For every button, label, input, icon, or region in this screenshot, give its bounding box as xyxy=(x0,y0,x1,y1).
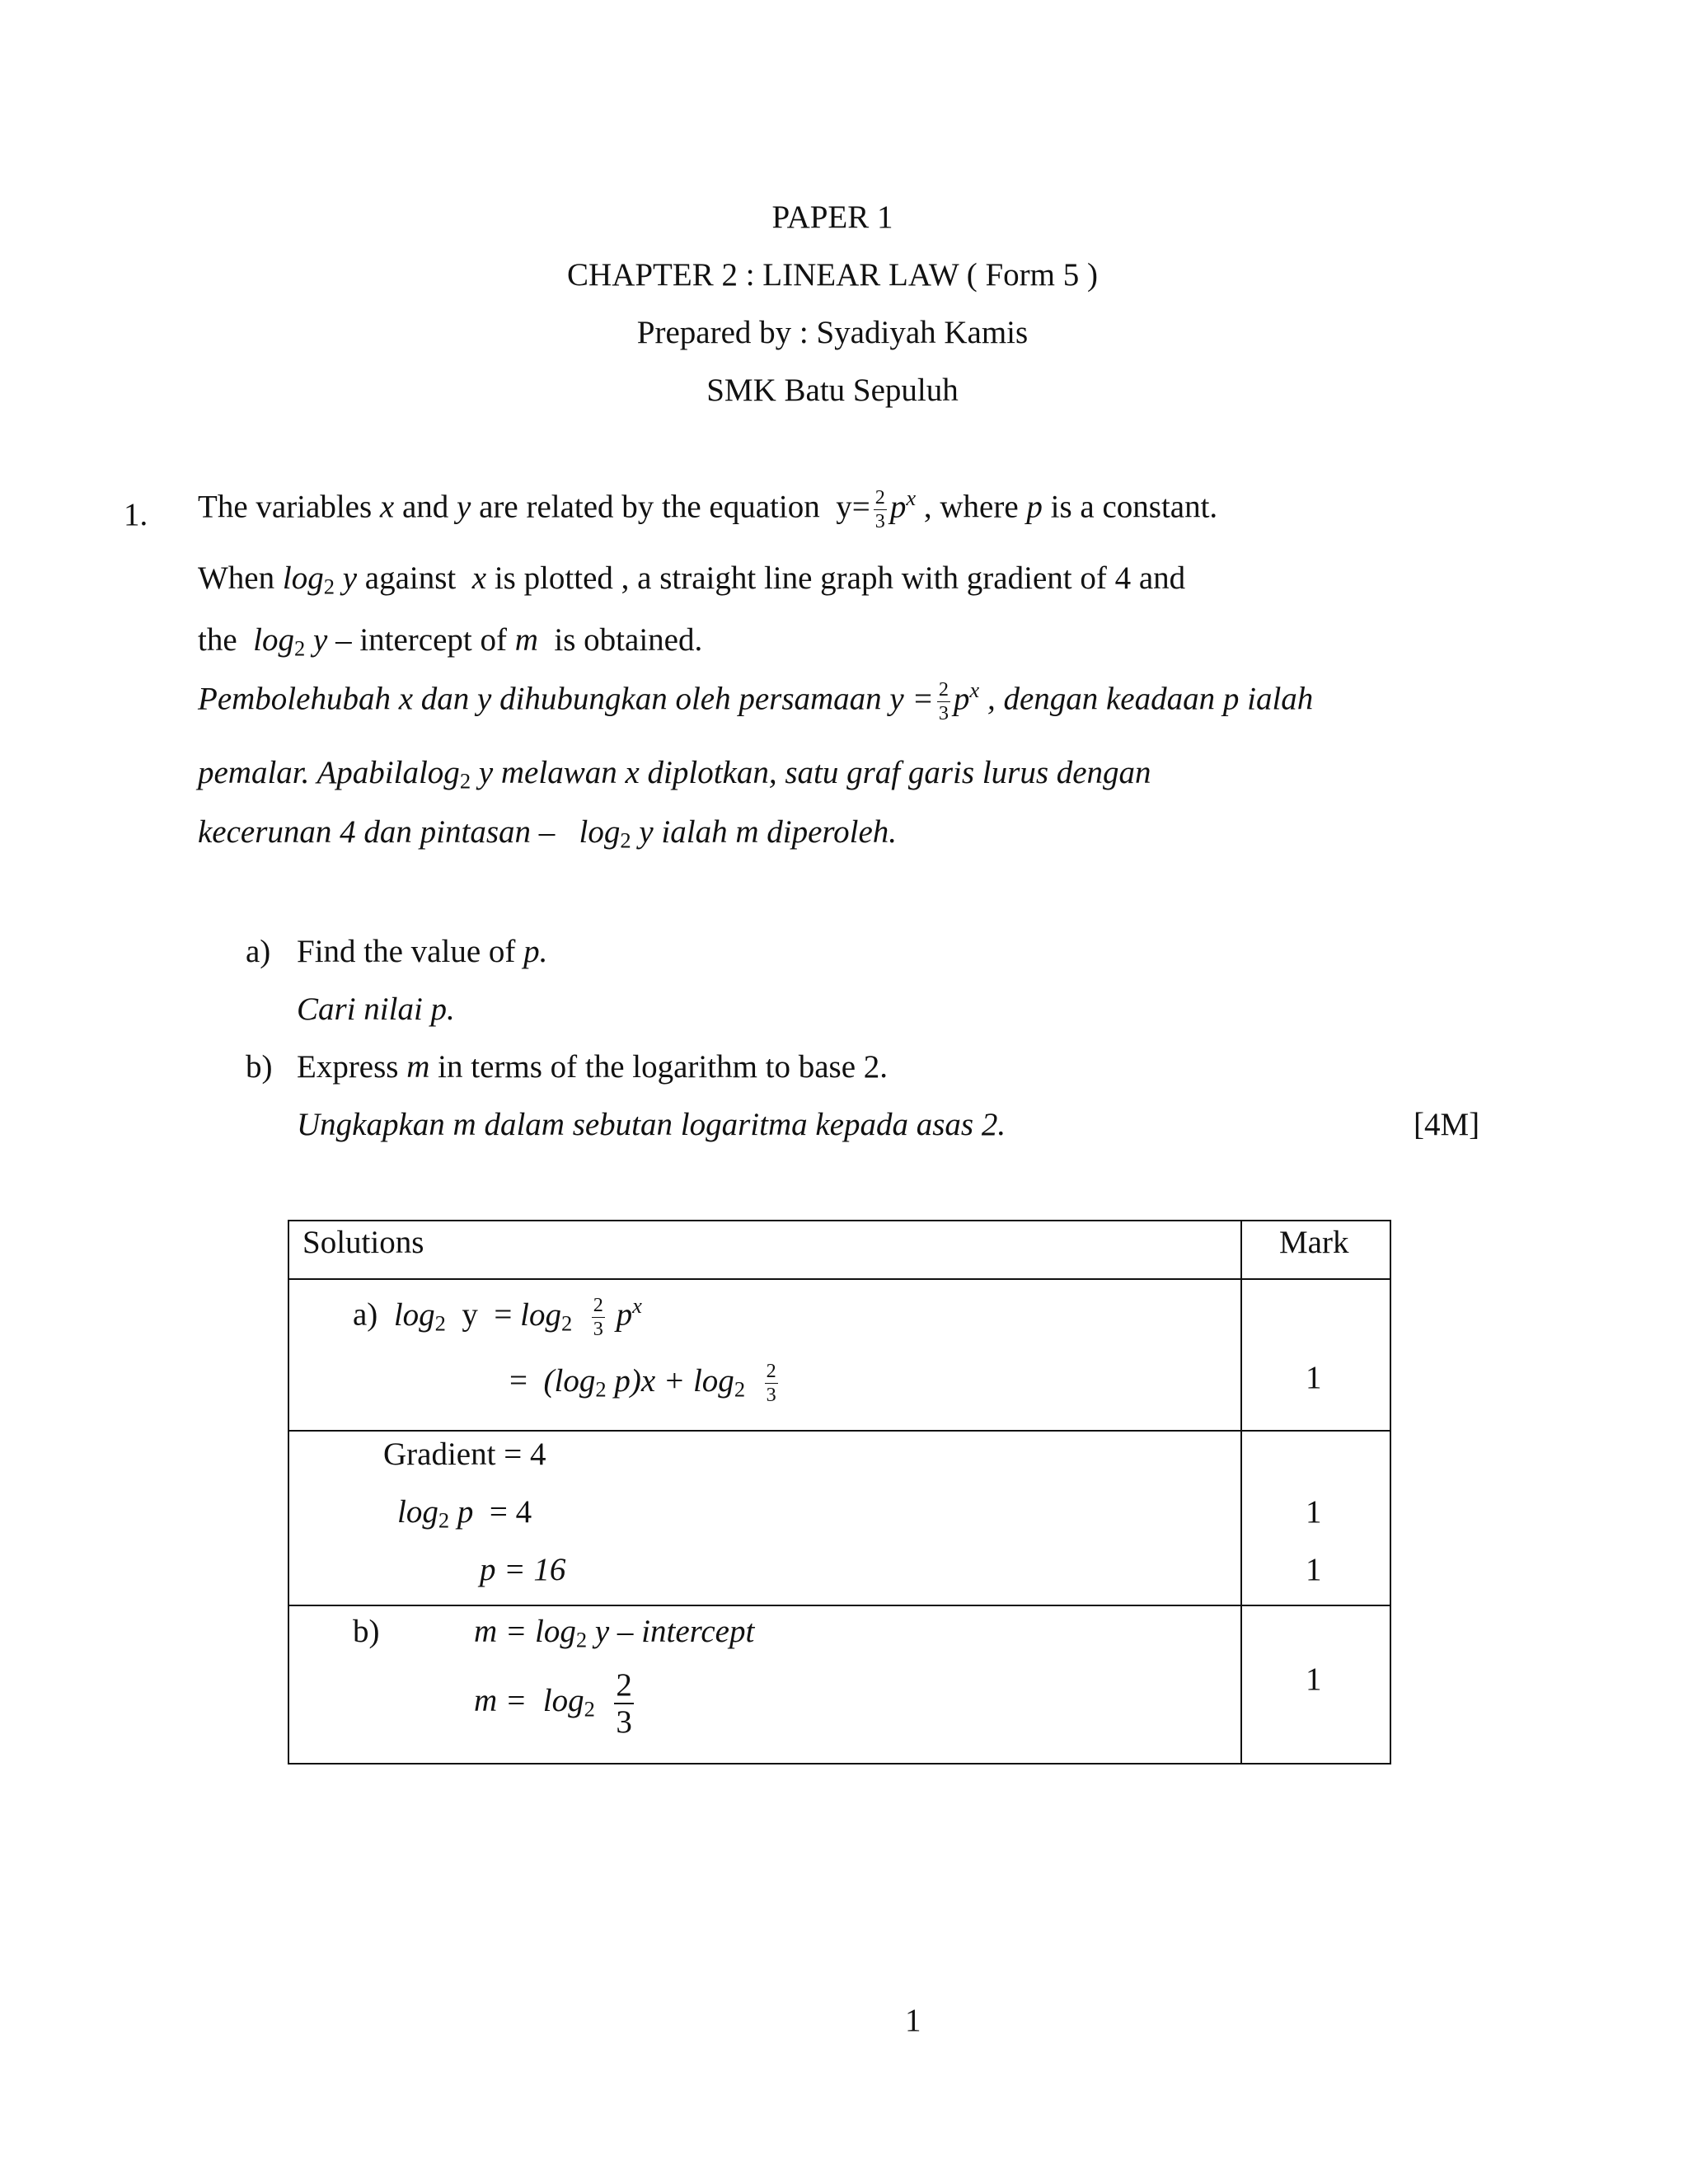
solution-p-value: p = 16 xyxy=(480,1552,566,1587)
mark-row1: 1 xyxy=(1306,1360,1322,1395)
solution-b-label: b) xyxy=(353,1614,380,1649)
part-b-en: Express m in terms of the logarithm to base 2. xyxy=(297,1049,889,1085)
question-ms-line3: kecerunan 4 dan pintasan – $\log_2 y$ ialah m diperoleh. xyxy=(198,814,898,853)
page-number: 1 xyxy=(905,2003,921,2038)
table-column-divider xyxy=(1240,1220,1242,1763)
solution-b-line2: $m = \log_2$ $\frac{2}{3}$ xyxy=(474,1667,632,1740)
table-row-divider-2 xyxy=(288,1605,1390,1606)
fraction-two-thirds: $\frac{2}{3}$ xyxy=(874,486,885,533)
question-ms-line1: Pembolehubah x dan y dihubungkan oleh persamaan y = $\frac{2}{3}$ $p^x$ , dengan keadaan p ialah xyxy=(198,677,1314,725)
prepared-by: Prepared by : Syadiyah Kamis xyxy=(636,315,1029,350)
solution-log-p: $\log_2 p = 4$ xyxy=(397,1494,532,1533)
solution-gradient: Gradient = 4 xyxy=(383,1436,546,1472)
table-header-divider xyxy=(288,1278,1390,1280)
question-en-line2: When $\log_2 y$ against x is plotted , a straight line graph with gradient of 4 and xyxy=(198,560,1186,599)
school-name: SMK Batu Sepuluh xyxy=(706,373,959,408)
question-en-line1: The variables x and y are related by the equation y= $\frac{2}{3}$ $p^x$ , where p is a constant. xyxy=(198,485,1218,533)
mark-row3: 1 xyxy=(1306,1661,1322,1697)
marks-total: [4M] xyxy=(1414,1107,1480,1142)
solution-a-line2: = ($\log_2$ $p)x + \log_2$ $\frac{2}{3}$ xyxy=(509,1360,776,1407)
paper-title: PAPER 1 xyxy=(771,199,893,235)
solution-a-line1: a) $\log_2 y = \log_2$ $\frac{2}{3}$ $p^x$ xyxy=(353,1293,642,1341)
part-a-en: Find the value of p. xyxy=(297,934,548,969)
question-number: 1. xyxy=(124,497,148,532)
question-ms-line2: pemalar. Apabilalog$_2$ y melawan x diplotkan, satu graf garis lurus dengan xyxy=(198,755,1151,794)
part-b-ms: Ungkapkan m dalam sebutan logaritma kepada asas 2. xyxy=(297,1107,1006,1142)
question-en-line3: the $\log_2 y$ – intercept of m is obtained. xyxy=(198,622,703,661)
part-a-label: a) xyxy=(246,934,271,969)
table-row-divider-1 xyxy=(288,1430,1390,1432)
solution-b-line1: $m = \log_2 y$ – intercept xyxy=(474,1614,755,1652)
chapter-title: CHAPTER 2 : LINEAR LAW ( Form 5 ) xyxy=(567,257,1098,293)
part-a-ms: Cari nilai p. xyxy=(297,991,455,1027)
mark-row2-a: 1 xyxy=(1306,1494,1322,1530)
mark-row2-b: 1 xyxy=(1306,1552,1322,1587)
table-header-solutions: Solutions xyxy=(302,1225,424,1260)
part-b-label: b) xyxy=(246,1049,273,1085)
table-header-mark: Mark xyxy=(1279,1225,1349,1260)
